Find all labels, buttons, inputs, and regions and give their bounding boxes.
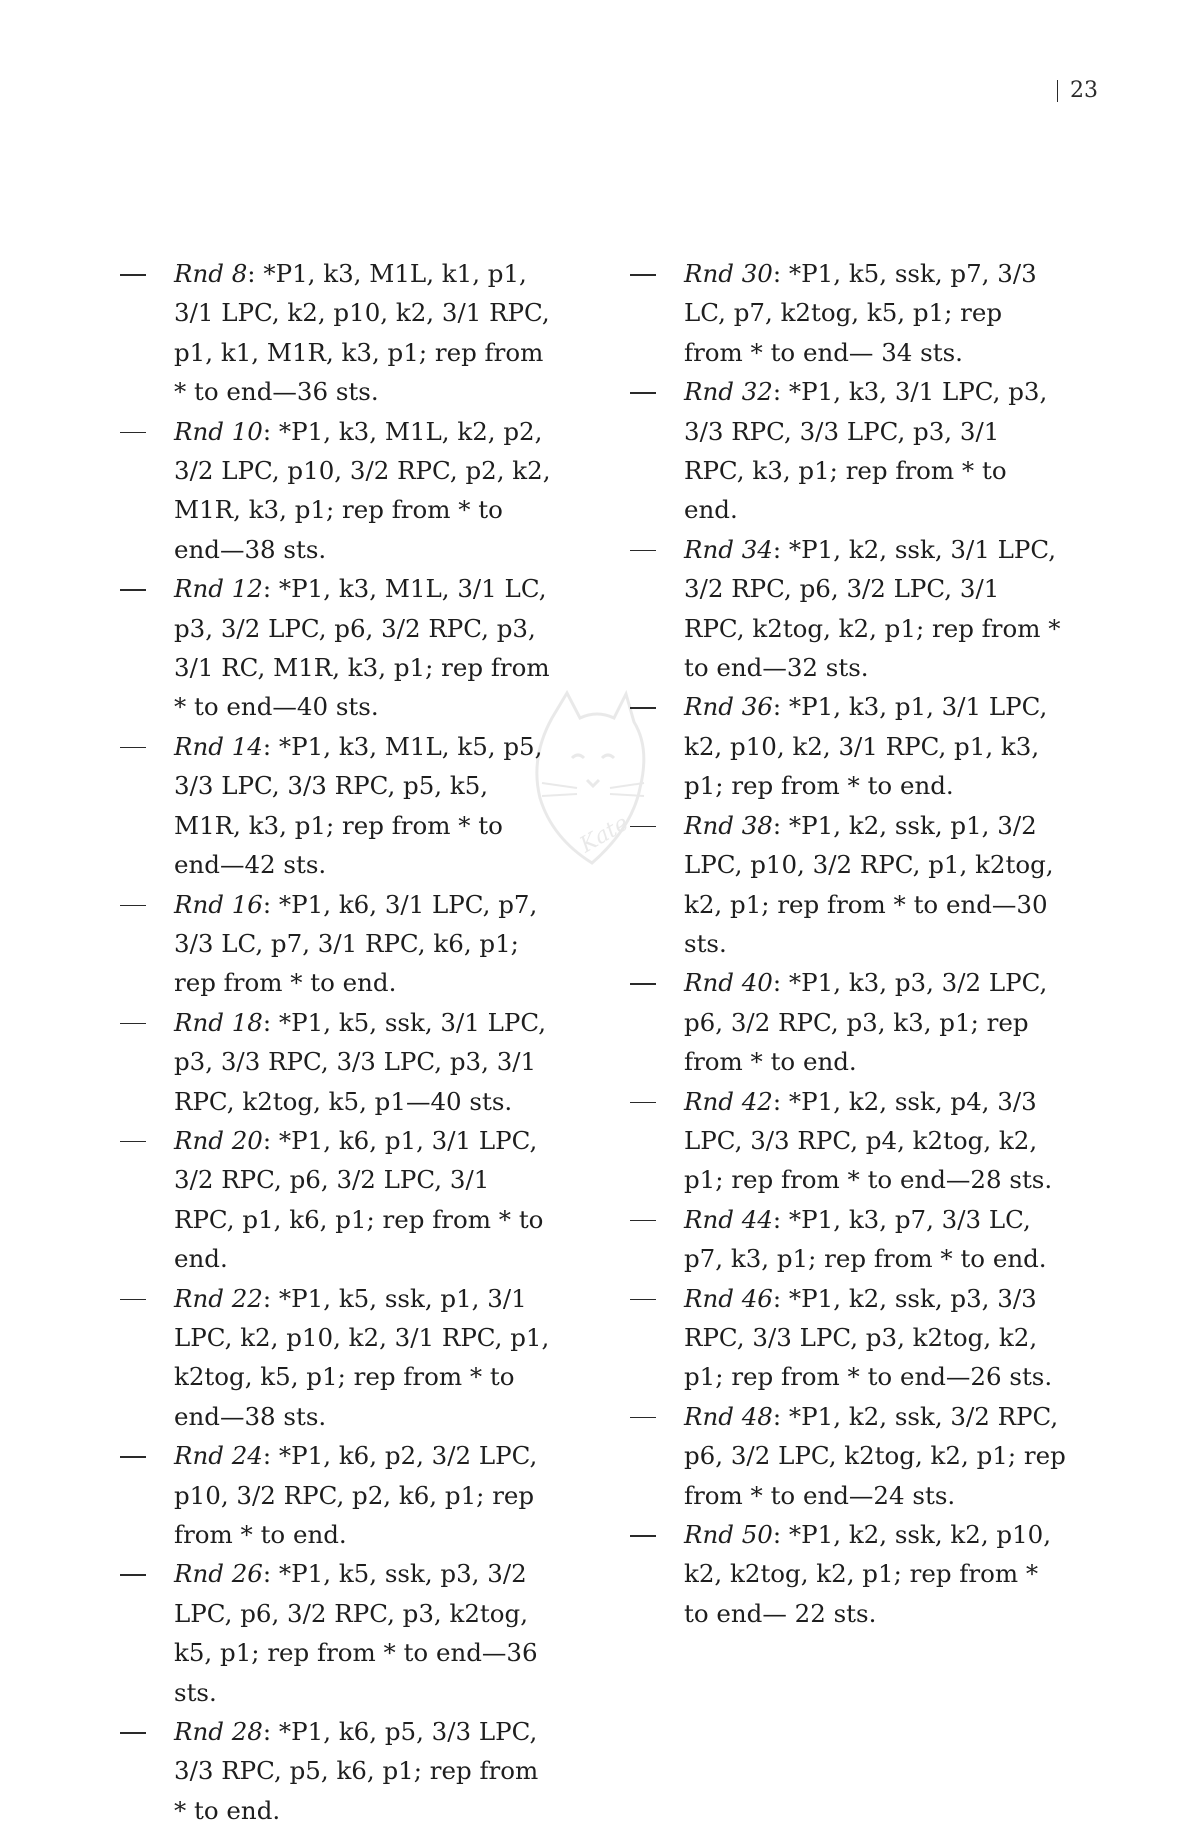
round-label: Rnd 14 (174, 731, 263, 761)
round-instructions: : *P1, k2, ssk, k2, p10, k2, k2tog, k2, p1; rep from * to end— 22 sts. (684, 1520, 1052, 1628)
round-label: Rnd 36 (684, 692, 773, 722)
round-instructions: : *P1, k3, p7, 3/3 LC, p7, k3, p1; rep from * to end. (684, 1204, 1047, 1274)
instruction-item (626, 1279, 1066, 1397)
round-label: Rnd 32 (684, 377, 773, 407)
round-label: Rnd 42 (684, 1086, 773, 1116)
round-label: Rnd 44 (684, 1204, 773, 1234)
instruction-item (116, 1279, 556, 1437)
round-label: Rnd 46 (684, 1283, 773, 1313)
instruction-item (626, 1200, 1066, 1279)
instruction-item (116, 412, 556, 570)
instruction-item (116, 1554, 556, 1712)
instruction-item (116, 1436, 556, 1554)
watermark-text: Kate (575, 810, 633, 859)
round-instructions: : *P1, k2, ssk, p1, 3/2 LPC, p10, 3/2 RPC, p1, k2tog, k2, p1; rep from * to end—30 sts. (684, 810, 1054, 958)
round-instructions: : *P1, k2, ssk, 3/2 RPC, p6, 3/2 LPC, k2tog, k2, p1; rep from * to end—24 sts. (684, 1401, 1066, 1510)
instruction-item (626, 1397, 1066, 1515)
round-label: Rnd 26 (174, 1559, 263, 1589)
round-instructions: : *P1, k2, ssk, p3, 3/3 RPC, 3/3 LPC, p3, k2tog, k2, p1; rep from * to end—26 sts. (684, 1283, 1053, 1392)
round-instructions: : *P1, k3, M1L, 3/1 LC, p3, 3/2 LPC, p6, 3/2 RPC, p3, 3/1 RC, M1R, k3, p1; rep from * to end—40 sts. (174, 574, 550, 722)
instruction-item (116, 1712, 556, 1830)
round-label: Rnd 22 (174, 1283, 263, 1313)
left-instruction-column (116, 254, 556, 1830)
round-label: Rnd 40 (684, 968, 773, 998)
instruction-item (626, 530, 1066, 688)
round-instructions: : *P1, k6, p2, 3/2 LPC, p10, 3/2 RPC, p2, k6, p1; rep from * to end. (174, 1441, 538, 1549)
round-instructions: : *P1, k6, p5, 3/3 LPC, 3/3 RPC, p5, k6, p1; rep from * to end. (174, 1717, 539, 1825)
round-instructions: : *P1, k3, p3, 3/2 LPC, p6, 3/2 RPC, p3, k3, p1; rep from * to end. (684, 968, 1048, 1077)
round-instructions: : *P1, k2, ssk, p4, 3/3 LPC, 3/3 RPC, p4, k2tog, k2, p1; rep from * to end—28 sts. (684, 1086, 1053, 1195)
round-instructions: : *P1, k6, p1, 3/1 LPC, 3/2 RPC, p6, 3/2 LPC, 3/1 RPC, p1, k6, p1; rep from * to end. (174, 1125, 544, 1274)
round-label: Rnd 50 (684, 1520, 773, 1549)
round-label: Rnd 12 (174, 574, 263, 604)
round-instructions: : *P1, k3, M1L, k1, p1, 3/1 LPC, k2, p10, k2, 3/1 RPC, p1, k1, M1R, k3, p1; rep from * to end—36 sts. (174, 259, 550, 407)
instruction-item (116, 254, 556, 412)
instruction-item (626, 372, 1066, 530)
round-instructions: : *P1, k5, ssk, p3, 3/2 LPC, p6, 3/2 RPC, p3, k2tog, k5, p1; rep from * to end—36 sts. (174, 1559, 538, 1707)
round-instructions: : *P1, k3, p1, 3/1 LPC, k2, p10, k2, 3/1 RPC, p1, k3, p1; rep from * to end. (684, 692, 1048, 801)
instruction-item (626, 963, 1066, 1081)
round-label: Rnd 28 (174, 1717, 263, 1747)
round-label: Rnd 38 (684, 810, 773, 840)
round-label: Rnd 34 (684, 534, 773, 564)
round-instructions: : *P1, k5, ssk, p1, 3/1 LPC, k2, p10, k2, 3/1 RPC, p1, k2tog, k5, p1; rep from * to end—38 sts. (174, 1283, 550, 1431)
round-label: Rnd 10 (174, 416, 263, 446)
round-instructions: : *P1, k3, M1L, k5, p5, 3/3 LPC, 3/3 RPC, p5, k5, M1R, k3, p1; rep from * to end—42 sts. (174, 731, 543, 880)
right-instruction-column (626, 254, 1066, 1633)
round-instructions: : *P1, k3, 3/1 LPC, p3, 3/3 RPC, 3/3 LPC, p3, 3/1 RPC, k3, p1; rep from * to end. (684, 377, 1048, 525)
instruction-item (116, 1003, 556, 1121)
round-instructions: : *P1, k3, M1L, k2, p2, 3/2 LPC, p10, 3/2 RPC, p2, k2, M1R, k3, p1; rep from * to end—38 sts. (174, 416, 551, 564)
instruction-item (116, 885, 556, 1003)
round-instructions: : *P1, k5, ssk, 3/1 LPC, p3, 3/3 RPC, 3/3 LPC, p3, 3/1 RPC, k2tog, k5, p1—40 sts. (174, 1007, 547, 1116)
round-label: Rnd 18 (174, 1007, 263, 1037)
instruction-item (626, 1515, 1066, 1633)
instruction-item (116, 1121, 556, 1279)
round-instructions: : *P1, k5, ssk, p7, 3/3 LC, p7, k2tog, k5, p1; rep from * to end— 34 sts. (684, 259, 1037, 367)
round-label: Rnd 48 (684, 1401, 773, 1431)
instruction-item (626, 1082, 1066, 1200)
page-number-text: 23 (1070, 78, 1098, 103)
instruction-item (626, 687, 1066, 805)
round-instructions: : *P1, k2, ssk, 3/1 LPC, 3/2 RPC, p6, 3/2 LPC, 3/1 RPC, k2tog, k2, p1; rep from * to end—32 sts. (684, 534, 1061, 683)
page-number (1057, 76, 1099, 106)
round-instructions: : *P1, k6, 3/1 LPC, p7, 3/3 LC, p7, 3/1 RPC, k6, p1; rep from * to end. (174, 889, 538, 998)
instruction-item (626, 806, 1066, 964)
instruction-item (116, 569, 556, 727)
round-label: Rnd 20 (174, 1125, 263, 1155)
instruction-item (626, 254, 1066, 372)
instruction-item (116, 727, 556, 885)
round-label: Rnd 8 (174, 259, 248, 288)
round-label: Rnd 16 (174, 889, 263, 919)
round-label: Rnd 24 (174, 1441, 263, 1471)
round-label: Rnd 30 (684, 259, 773, 288)
page-number-divider (1057, 80, 1059, 102)
